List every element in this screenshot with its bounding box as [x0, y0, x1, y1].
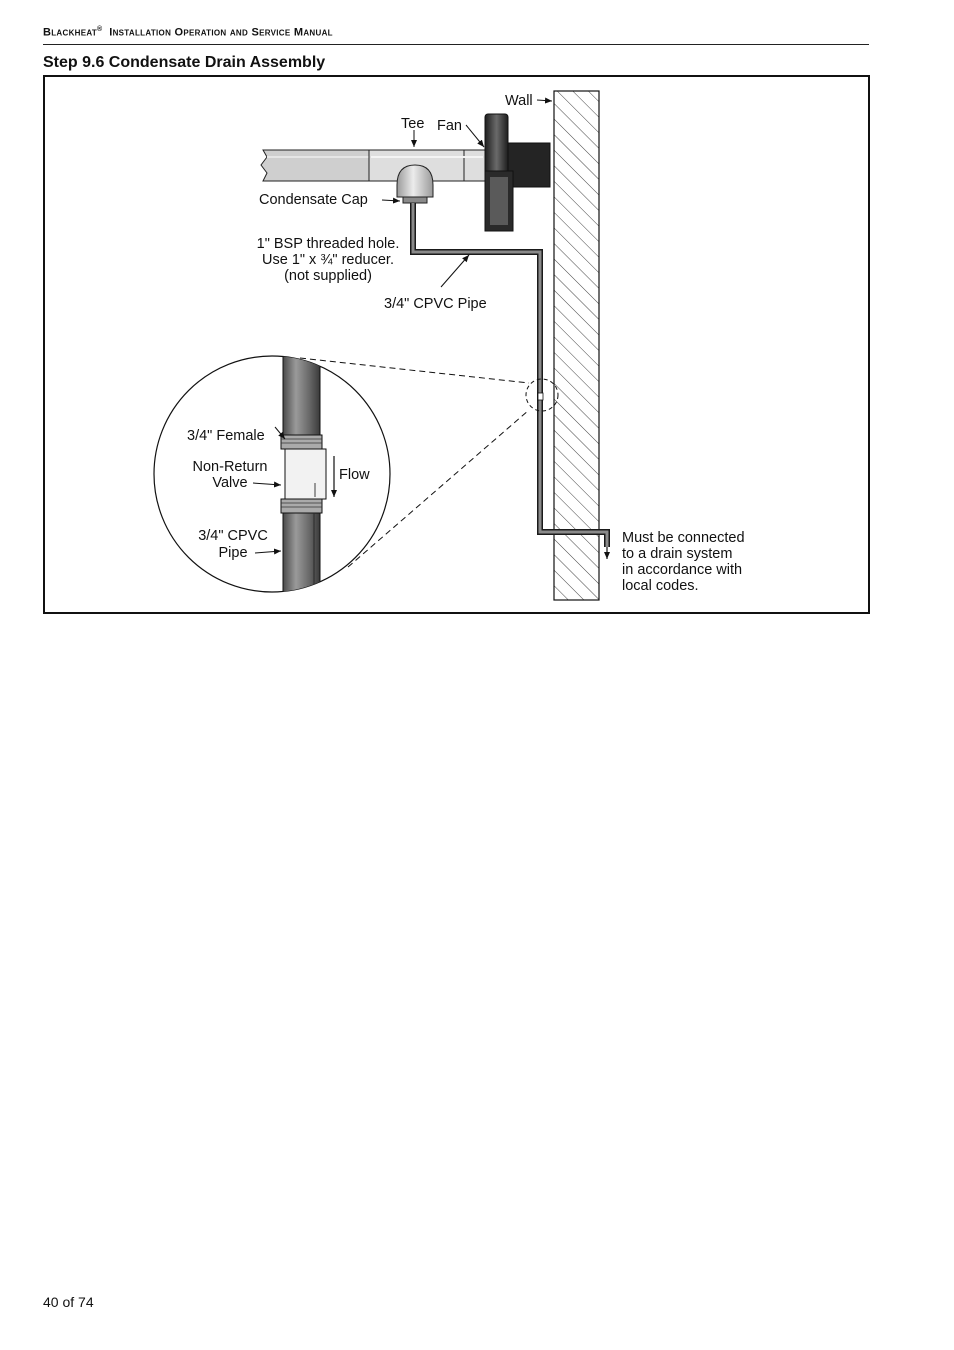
header-brand: Blackheat: [43, 26, 98, 39]
label-wall: Wall: [505, 93, 533, 109]
label-bsp-line2: Use 1" x ¾" reducer.: [262, 252, 394, 268]
header-title: [43, 26, 333, 39]
section-title: Step 9.6 Condensate Drain Assembly: [43, 54, 326, 71]
fan: [485, 114, 550, 231]
label-female: 3/4" Female: [187, 428, 265, 444]
condensate-drain-figure: [43, 75, 870, 614]
label-fan: Fan: [437, 118, 462, 134]
label-cpvc-pipe: 3/4" CPVC Pipe: [384, 296, 487, 312]
label-flow: Flow: [339, 467, 370, 483]
label-drain-line1: Must be connected: [622, 530, 745, 546]
condensate-cap: [397, 165, 433, 203]
registered-mark: ®: [97, 26, 103, 33]
flue-pipe: [261, 150, 369, 181]
page-number: 40 of 74: [43, 1294, 94, 1310]
wall: [554, 91, 599, 600]
header-manual-title: Installation Operation and Service Manual: [109, 26, 333, 39]
label-drain-line4: local codes.: [622, 578, 699, 594]
label-non-return-line2: Valve: [212, 475, 248, 491]
label-condensate-cap: Condensate Cap: [259, 192, 368, 208]
figure-drawing: [45, 77, 868, 612]
page-header: [43, 24, 869, 45]
label-non-return-line1: Non-Return: [192, 459, 268, 475]
label-drain-line2: to a drain system: [622, 546, 733, 562]
label-bsp-line3: (not supplied): [284, 268, 372, 284]
label-cpvc-line1: 3/4" CPVC: [198, 528, 268, 544]
label-drain-line3: in accordance with: [622, 562, 743, 578]
label-cpvc-line2: Pipe: [218, 545, 248, 561]
label-bsp-line1: 1" BSP threaded hole.: [256, 236, 400, 252]
label-tee: Tee: [401, 116, 425, 132]
